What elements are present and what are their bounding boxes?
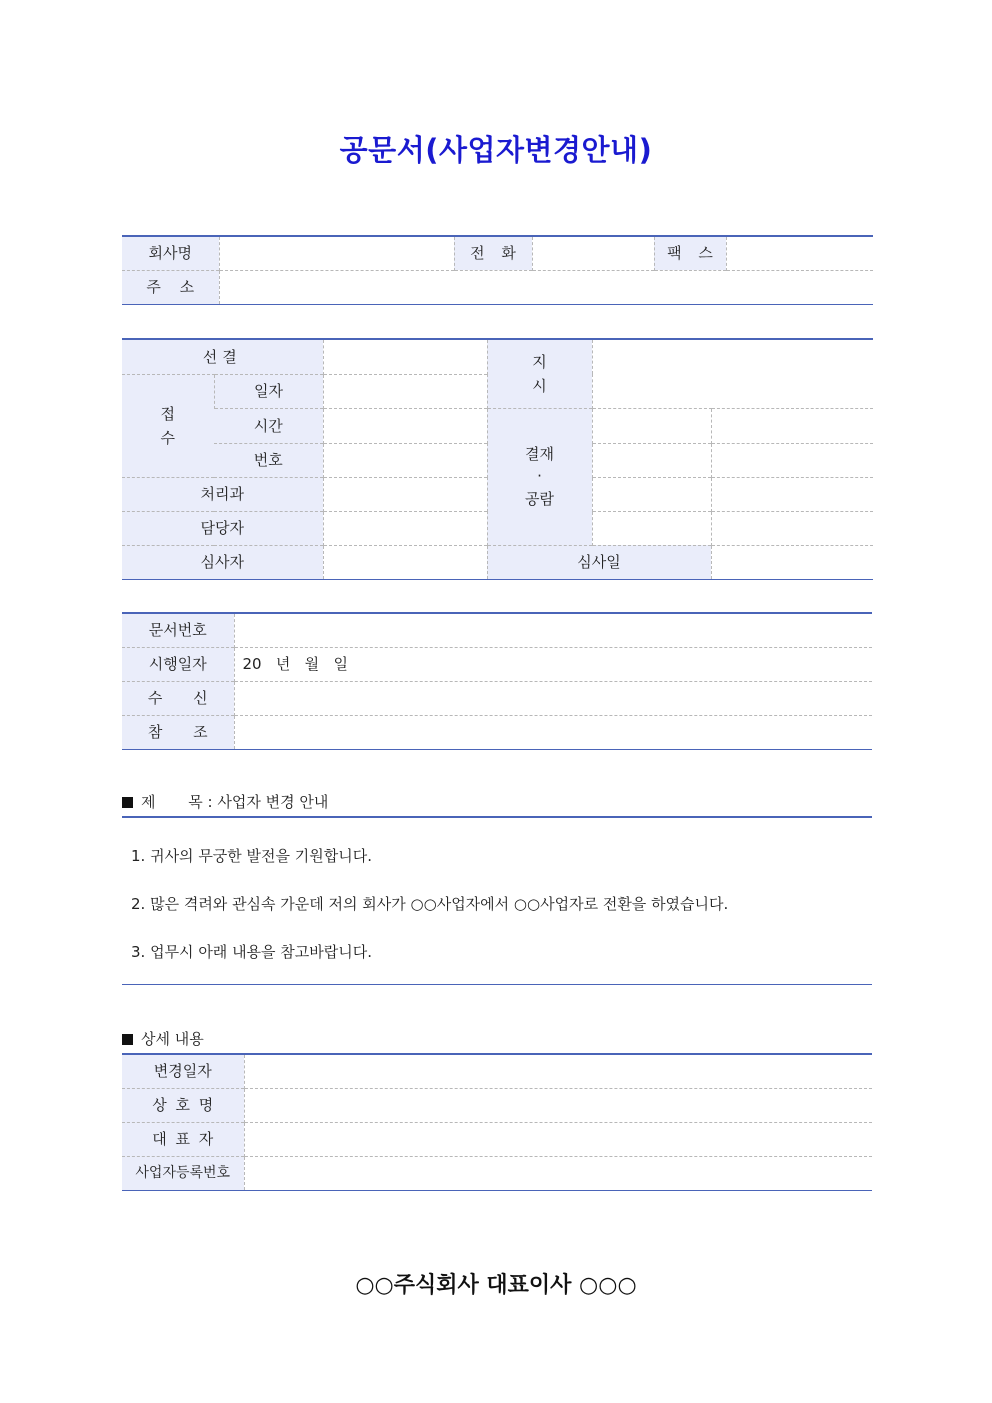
dept-field[interactable]: [323, 477, 487, 511]
ceo-field[interactable]: [244, 1122, 872, 1156]
approval-label: 결재 · 공람: [487, 408, 592, 545]
body-paragraph-3: 3. 업무시 아래 내용을 참고바랍니다.: [131, 943, 373, 961]
document-title: 공문서(사업자변경안내): [339, 133, 653, 167]
manager-field[interactable]: [323, 511, 487, 545]
approval-cell[interactable]: [592, 511, 711, 545]
reception-number-field[interactable]: [323, 443, 487, 477]
square-bullet-icon: [122, 1034, 133, 1045]
reception-number-label: 번호: [214, 443, 323, 477]
approval-cell[interactable]: [711, 511, 873, 545]
exec-date-field[interactable]: 20 년 월 일: [234, 647, 872, 681]
subject-colon: :: [207, 793, 213, 811]
change-date-label: 변경일자: [122, 1054, 244, 1088]
reviewer-label: 심사자: [122, 545, 323, 579]
biz-reg-label: 사업자등록번호: [122, 1156, 244, 1190]
body-paragraph-2: 2. 많은 격려와 관심속 가운데 저의 회사가 ○○사업자에서 ○○사업자로 전환을 하였습니다.: [131, 895, 729, 913]
address-label: 주 소: [122, 270, 219, 304]
review-date-label: 심사일: [487, 545, 711, 579]
approval-cell[interactable]: [711, 443, 873, 477]
ceo-label: 대 표 자: [122, 1122, 244, 1156]
company-info-table: [122, 235, 873, 305]
instruction-label: 지 시: [487, 339, 592, 408]
change-date-field[interactable]: [244, 1054, 872, 1088]
trade-name-field[interactable]: [244, 1088, 872, 1122]
body-end-rule: [122, 984, 872, 985]
recipient-label: 수 신: [122, 681, 234, 715]
approval-cell[interactable]: [711, 408, 873, 443]
approval-cell[interactable]: [592, 408, 711, 443]
reviewer-field[interactable]: [323, 545, 487, 579]
reference-label: 참 조: [122, 715, 234, 749]
subject-line: [122, 791, 328, 812]
details-table: [122, 1053, 872, 1191]
company-name-field[interactable]: [219, 236, 454, 270]
reception-label: 접 수: [122, 374, 214, 477]
approval-cell[interactable]: [711, 477, 873, 511]
approval-cell[interactable]: [592, 443, 711, 477]
company-name-label: 회사명: [122, 236, 219, 270]
review-date-field[interactable]: [711, 545, 873, 579]
instruction-field[interactable]: [592, 339, 873, 408]
phone-field[interactable]: [532, 236, 654, 270]
reception-time-field[interactable]: [323, 408, 487, 443]
fax-label: 팩 스: [654, 236, 726, 270]
doc-number-field[interactable]: [234, 613, 872, 647]
biz-reg-field[interactable]: [244, 1156, 872, 1190]
manager-label: 담당자: [122, 511, 323, 545]
address-field[interactable]: [219, 270, 873, 304]
connection-label: 선결: [122, 339, 323, 374]
phone-label: 전 화: [454, 236, 532, 270]
approval-table: [122, 338, 873, 580]
document-info-table: [122, 612, 872, 750]
details-heading: [122, 1028, 204, 1049]
dept-label: 처리과: [122, 477, 323, 511]
approval-cell[interactable]: [592, 477, 711, 511]
recipient-field[interactable]: [234, 681, 872, 715]
signature-line: ○○주식회사 대표이사 ○○○: [355, 1273, 637, 1298]
details-heading-text: 상세 내용: [141, 1030, 204, 1048]
reception-date-field[interactable]: [323, 374, 487, 408]
subject-label: 제 목: [141, 793, 203, 811]
reception-date-label: 일자: [214, 374, 323, 408]
trade-name-label: 상 호 명: [122, 1088, 244, 1122]
connection-field[interactable]: [323, 339, 487, 374]
square-bullet-icon: [122, 797, 133, 808]
subject-rule: [122, 816, 872, 818]
exec-date-label: 시행일자: [122, 647, 234, 681]
subject-value: 사업자 변경 안내: [217, 793, 329, 811]
reference-field[interactable]: [234, 715, 872, 749]
body-paragraph-1: 1. 귀사의 무궁한 발전을 기원합니다.: [131, 847, 373, 865]
reception-time-label: 시간: [214, 408, 323, 443]
fax-field[interactable]: [726, 236, 873, 270]
doc-number-label: 문서번호: [122, 613, 234, 647]
